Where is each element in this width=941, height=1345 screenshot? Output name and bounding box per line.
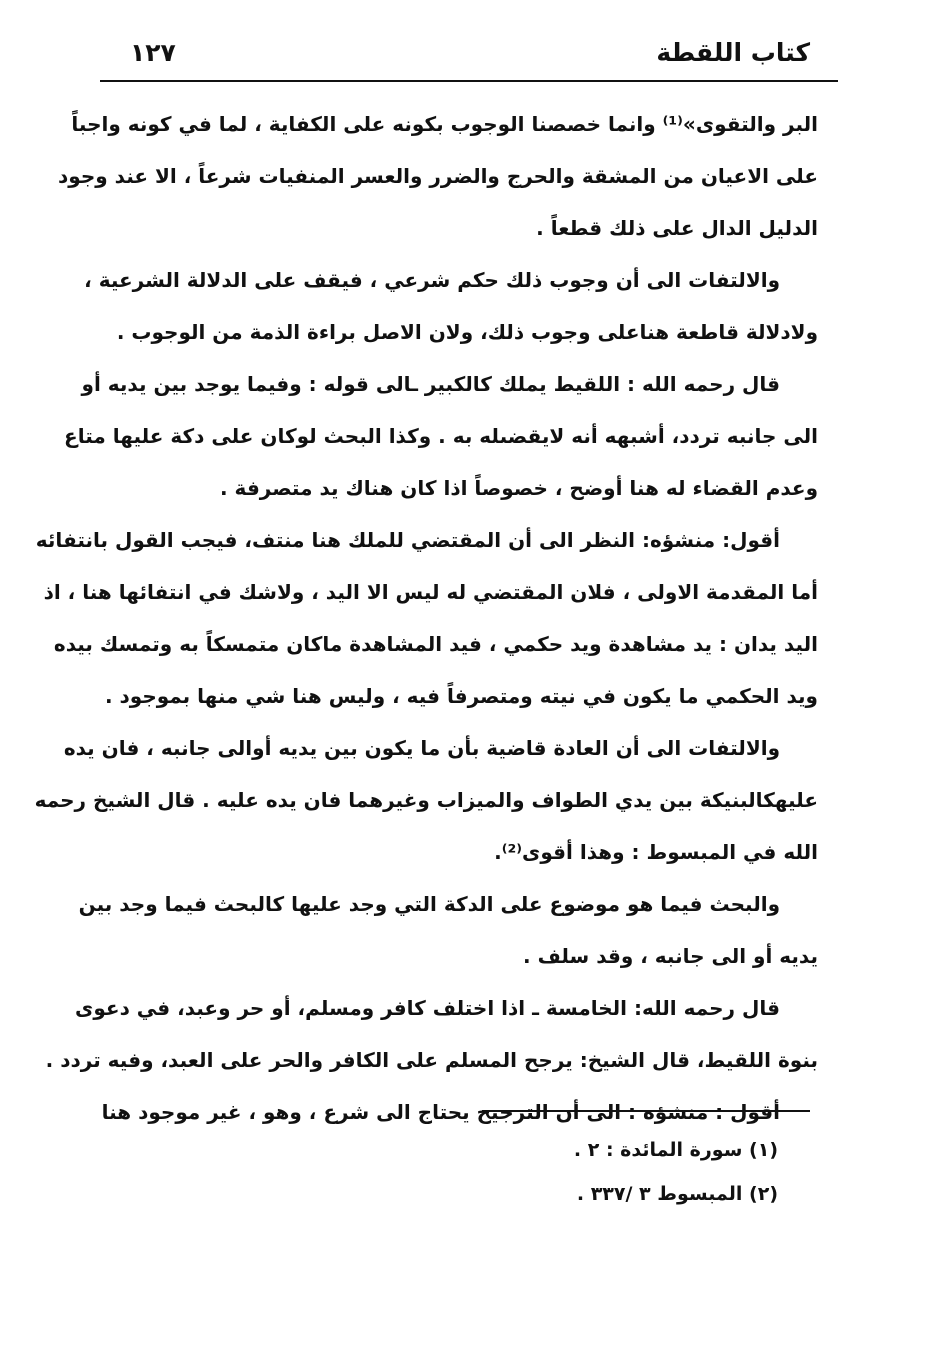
text-line: بنوة اللقيط، قال الشيخ: يرجح المسلم على الكافر والحر على العبد، وفيه تردد . <box>45 1048 818 1072</box>
text-line: عليهكالبنيكة بين يدي الطواف والميزاب وغيرهما فان يده عليه . قال الشيخ رحمه <box>34 788 818 812</box>
body-text <box>34 98 818 1138</box>
page-header <box>100 30 838 74</box>
footnotes <box>400 1128 778 1216</box>
footnote: (١) سورة المائدة : ٢ . <box>573 1139 778 1161</box>
text-line: والالتفات الى أن وجوب ذلك حكم شرعي ، فيقف على الدلالة الشرعية ، <box>84 268 780 292</box>
text-line: والبحث فيما هو موضوع على الدكة التي وجد عليها كالبحث فيما وجد بين <box>78 892 780 916</box>
page-number: ١٢٧ <box>130 38 176 67</box>
header-rule <box>100 80 838 82</box>
text-line: والالتفات الى أن العادة قاضية بأن ما يكون بين يديه أوالى جانبه ، فان يده <box>63 736 780 760</box>
text-line: أقول : منشؤه : الى أن الترجيح يحتاج الى شرع ، وهو ، غير موجود هنا <box>101 1100 780 1124</box>
text-line: على الاعيان من المشقة والحرج والضرر والعسر المنفيات شرعاً ، الا عند وجود <box>58 164 818 188</box>
text-line: أقول: منشؤه: النظر الى أن المقتضي للملك هنا منتف، فيجب القول بانتفائه <box>35 528 780 552</box>
text-line: قال رحمه الله : اللقيط يملك كالكبير ـالى قوله : وفيما يوجد بين يديه أو <box>81 372 780 396</box>
running-title: كتاب اللقطة <box>656 38 810 67</box>
text-line: الدليل الدال على ذلك قطعاً . <box>536 216 818 240</box>
text-line: ويد الحكمي ما يكون في نيته ومتصرفاً فيه ، وليس هنا شي منها بموجود . <box>104 684 818 708</box>
footnote-rule <box>482 1110 810 1112</box>
text-line: الى جانبه تردد، أشبهه أنه لايقضىله به . وكذا البحث لوكان على دكة عليها متاع <box>64 424 818 448</box>
footnote: (٢) المبسوط ٣ /٣٣٧ . <box>576 1183 778 1205</box>
text-line: أما المقدمة الاولى ، فلان المقتضي له ليس الا اليد ، ولاشك في انتفائها هنا ، اذ <box>43 580 818 604</box>
text-line: البر والتقوى»⁽¹⁾ وانما خصصنا الوجوب بكونه على الكفاية ، لما في كونه واجباً <box>71 112 818 136</box>
text-line: يديه أو الى جانبه ، وقد سلف . <box>523 944 818 968</box>
text-line: الله في المبسوط : وهذا أقوى⁽²⁾. <box>494 840 818 864</box>
text-line: قال رحمه الله: الخامسة ـ اذا اختلف كافر ومسلم، أو حر وعبد، في دعوى <box>75 996 780 1020</box>
text-line: ولادلالة قاطعة هناعلى وجوب ذلك، ولان الاصل براءة الذمة من الوجوب . <box>116 320 818 344</box>
text-line: اليد يدان : يد مشاهدة ويد حكمي ، فيد المشاهدة ماكان متمسكاً به وتمسك بيده <box>53 632 818 656</box>
text-line: وعدم القضاء له هنا أوضح ، خصوصاً اذا كان هناك يد متصرفة . <box>220 476 818 500</box>
